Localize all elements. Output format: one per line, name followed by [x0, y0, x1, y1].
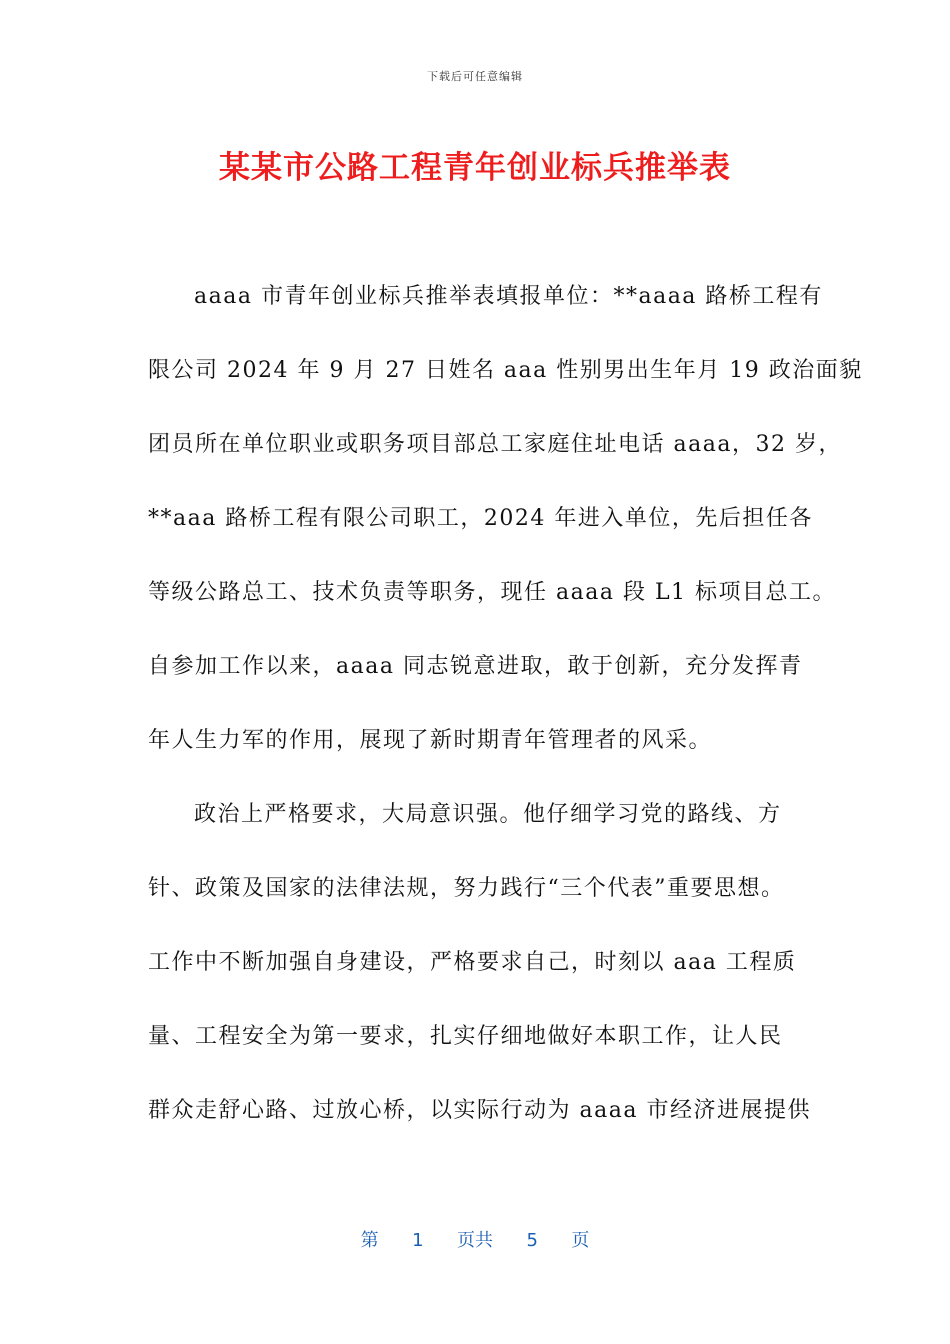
page-footer — [0, 1226, 950, 1252]
header-note: 下载后可任意编辑 — [427, 70, 523, 83]
total-pages: 5 — [526, 1230, 538, 1251]
document-body — [148, 270, 863, 1158]
paragraph-line: 群众走舒心路、过放心桥，以实际行动为 aaaa 市经济进展提供 — [148, 1098, 811, 1123]
paragraph-line: 限公司 2024 年 9 月 27 日姓名 aaa 性别男出生年月 19 政治面貌 — [148, 358, 863, 383]
paragraph-line: 量、工程安全为第一要求，扎实仔细地做好本职工作，让人民 — [148, 1024, 783, 1049]
total-suffix: 页 — [571, 1230, 590, 1251]
paragraph-line: 工作中不断加强自身建设，严格要求自己，时刻以 aaa 工程质 — [148, 950, 797, 975]
document-title: 某某市公路工程青年创业标兵推举表 — [219, 150, 731, 186]
paragraph-line: **aaa 路桥工程有限公司职工，2024 年进入单位，先后担任各 — [148, 506, 813, 531]
paragraph-line: 自参加工作以来，aaaa 同志锐意进取，敢于创新，充分发挥青 — [148, 654, 803, 679]
paragraph-line: 年人生力军的作用，展现了新时期青年管理者的风采。 — [148, 728, 713, 753]
page-suffix: 页共 — [457, 1230, 493, 1251]
page-number: 1 — [412, 1230, 424, 1251]
paragraph-line: aaaa 市青年创业标兵推举表填报单位：**aaaa 路桥工程有 — [194, 284, 823, 309]
paragraph-line: 团员所在单位职业或职务项目部总工家庭住址电话 aaaa，32 岁， — [148, 432, 842, 457]
paragraph-line: 针、政策及国家的法律法规，努力践行“三个代表”重要思想。 — [148, 876, 785, 901]
paragraph-line: 等级公路总工、技术负责等职务，现任 aaaa 段 L1 标项目总工。 — [148, 580, 837, 605]
paragraph-line: 政治上严格要求，大局意识强。他仔细学习党的路线、方 — [194, 802, 782, 827]
page-label: 第 — [360, 1230, 379, 1251]
